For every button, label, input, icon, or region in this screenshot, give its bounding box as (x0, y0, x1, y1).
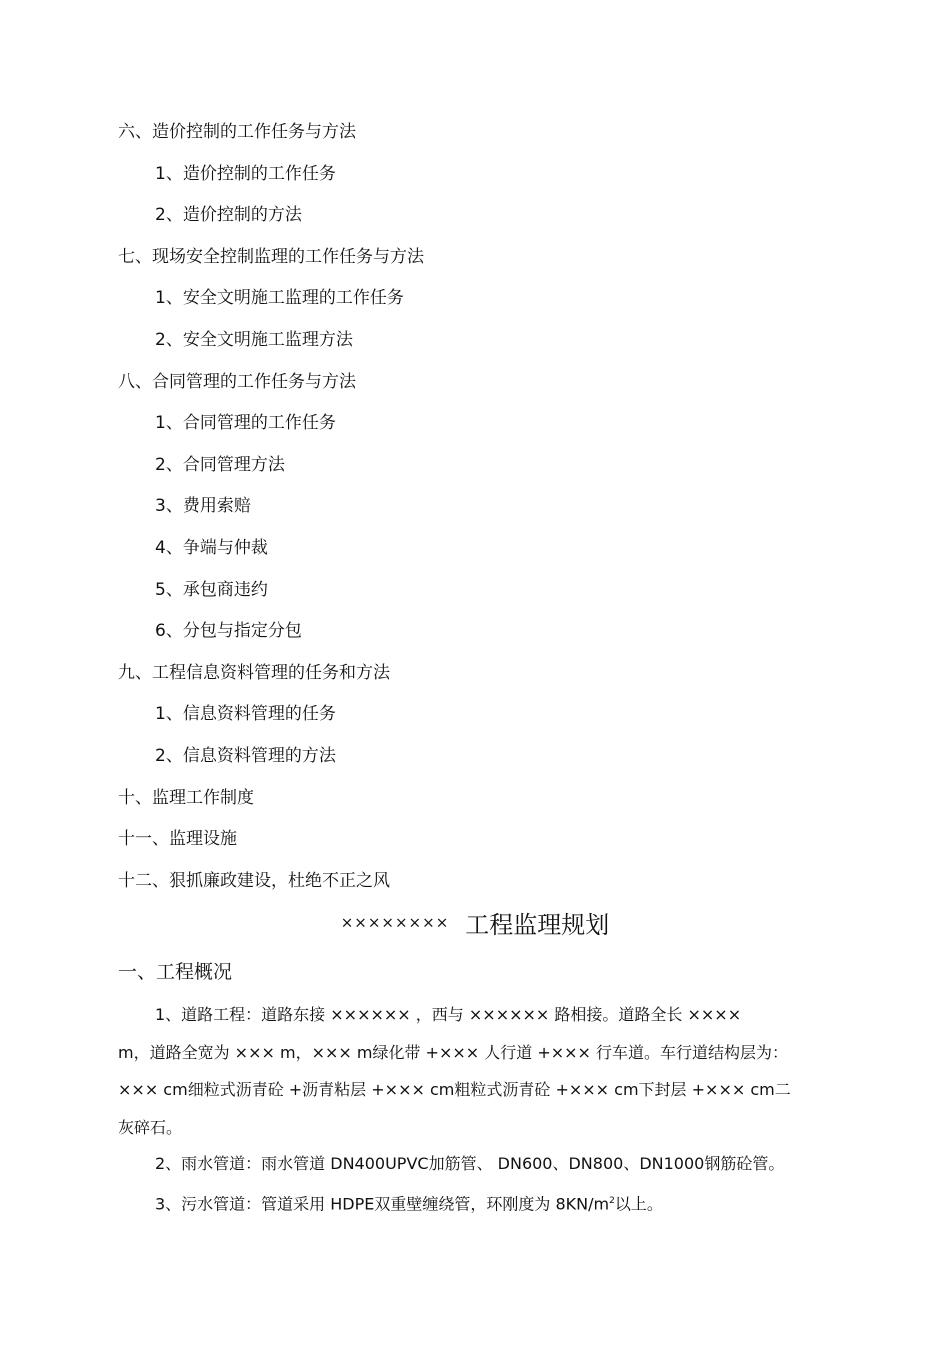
toc-item: 1、信息资料管理的任务 (155, 704, 336, 724)
toc-item: 十二、狠抓廉政建设，杜绝不正之风 (118, 871, 390, 891)
title-text: 工程监理规划 (465, 911, 610, 939)
section-heading: 一、工程概况 (118, 961, 233, 983)
toc-item: 2、信息资料管理的方法 (155, 746, 336, 766)
toc-item: 2、造价控制的方法 (155, 205, 302, 225)
toc-item: 八、合同管理的工作任务与方法 (118, 372, 356, 392)
toc-item: 十、监理工作制度 (118, 788, 254, 808)
toc-item: 九、工程信息资料管理的任务和方法 (118, 663, 390, 683)
paragraph-road-line-1: 1、道路工程：道路东接 ×××××× ，西与 ×××××× 路相接。道路全长 ×××× (155, 1005, 742, 1024)
paragraph-road-line-2: m，道路全宽为 ××× m，××× m绿化带 +××× 人行道 +××× 行车道。车行道结构层为： (118, 1043, 789, 1062)
paragraph-rainwater: 2、雨水管道：雨水管道 DN400UPVC加筋管、 DN600、DN800、DN1000钢筋砼管。 (155, 1154, 785, 1173)
paragraph-sewage (155, 1190, 663, 1215)
sewage-text: 3、污水管道：管道采用 HDPE双重壁缠绕管，环刚度为 8KN/m (155, 1194, 610, 1214)
toc-item: 七、现场安全控制监理的工作任务与方法 (118, 247, 424, 267)
toc-item: 1、造价控制的工作任务 (155, 164, 336, 184)
toc-item: 2、合同管理方法 (155, 455, 285, 475)
toc-item: 十一、监理设施 (118, 829, 237, 849)
toc-item: 1、合同管理的工作任务 (155, 413, 336, 433)
toc-item: 4、争端与仲裁 (155, 538, 268, 558)
toc-item: 6、分包与指定分包 (155, 621, 302, 641)
toc-item: 5、承包商违约 (155, 580, 268, 600)
paragraph-road-line-4: 灰碎石。 (118, 1118, 183, 1137)
toc-item: 2、安全文明施工监理方法 (155, 330, 353, 350)
title-placeholder-marks: ×××××××× (340, 913, 450, 932)
paragraph-road-line-3: ××× cm细粒式沥青砼 +沥青粘层 +××× cm粗粒式沥青砼 +××× cm下封层 +××× cm二 (118, 1080, 791, 1099)
document-title (0, 905, 950, 940)
toc-item: 3、费用索赔 (155, 496, 251, 516)
toc-item: 六、造价控制的工作任务与方法 (118, 122, 356, 142)
toc-item: 1、安全文明施工监理的工作任务 (155, 288, 404, 308)
superscript: 2 (609, 1196, 615, 1206)
sewage-text-end: 以上。 (614, 1194, 663, 1214)
